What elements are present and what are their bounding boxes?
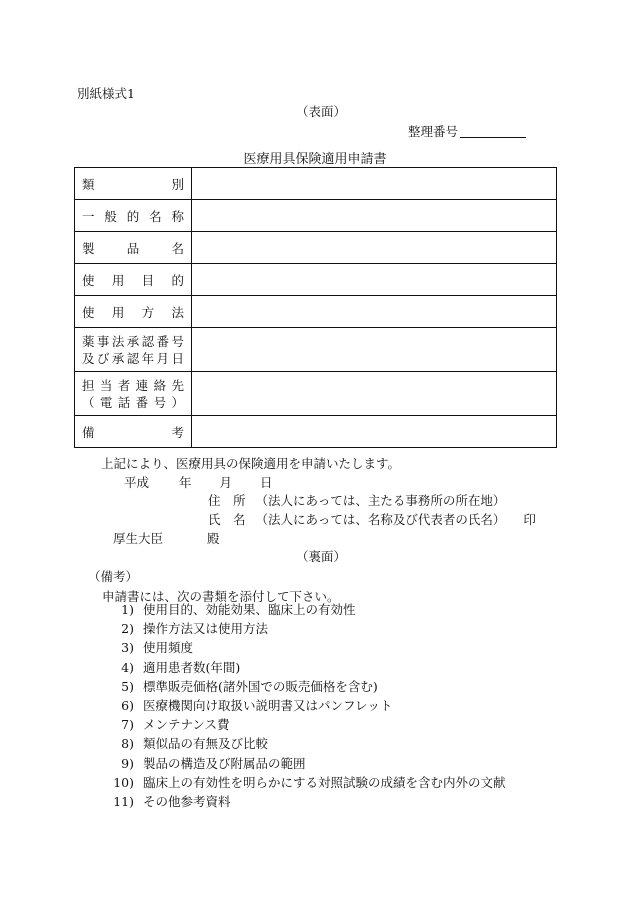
row-label-cell <box>75 264 192 296</box>
row-label-cell <box>75 200 192 232</box>
list-item-text: 使用頻度 <box>143 640 194 656</box>
table-row <box>75 200 557 232</box>
row-label: 一 般 的 名 称 <box>82 208 184 224</box>
applicant-line <box>208 510 536 528</box>
applicant-note: （法人にあっては、名称及び代表者の氏名） <box>255 512 506 527</box>
address-label: 住 所 <box>208 493 246 508</box>
application-statement: 上記により、医療用具の保険適用を申請いたします。 <box>101 456 401 471</box>
list-item <box>100 638 506 657</box>
date-day: 日 <box>260 475 273 490</box>
list-item <box>100 734 506 753</box>
application-table <box>74 167 557 448</box>
attachment-list <box>100 600 506 811</box>
list-item-number: 10) <box>113 774 134 790</box>
list-item-text: メンテナンス費 <box>143 717 230 733</box>
row-value-cell[interactable] <box>192 264 557 296</box>
row-label: 備 考 <box>82 424 184 440</box>
date-era: 平成 <box>124 475 150 490</box>
row-value-cell[interactable] <box>192 232 557 264</box>
list-item-text: その他参考資料 <box>143 793 231 809</box>
list-item-number: 5) <box>121 678 134 694</box>
remarks-heading: （備考） <box>88 569 139 584</box>
row-label: 製 品 名 <box>82 240 184 256</box>
row-value-cell[interactable] <box>192 328 557 372</box>
list-item <box>100 773 506 792</box>
date-line <box>124 473 301 491</box>
list-item-number: 7) <box>121 717 134 733</box>
form-id: 別紙様式1 <box>77 86 135 101</box>
date-year: 年 <box>179 475 192 490</box>
row-label: 及 び 承 認 年 月 日 <box>82 350 184 366</box>
remarks-intro: 申請書には、次の書類を添付して下さい。 <box>102 589 340 604</box>
row-label-cell <box>75 328 192 372</box>
list-item <box>100 696 506 715</box>
minister-title: 厚生大臣 <box>113 531 164 546</box>
list-item-number: 9) <box>121 755 134 771</box>
list-item <box>100 677 506 696</box>
list-item-number: 4) <box>121 659 134 675</box>
list-item-number: 1) <box>121 602 134 617</box>
table-row <box>75 232 557 264</box>
row-label: （ 電 話 番 号 ） <box>82 394 184 410</box>
row-value-cell[interactable] <box>192 200 557 232</box>
list-item-text: 使用目的、効能効果、臨床上の有効性 <box>143 602 356 617</box>
row-value-cell[interactable] <box>192 416 557 448</box>
list-item <box>100 658 506 677</box>
list-item <box>100 619 506 638</box>
list-item <box>100 715 506 734</box>
honorific: 殿 <box>207 531 220 546</box>
reference-number-field[interactable] <box>460 137 526 138</box>
row-label-cell <box>75 372 192 416</box>
back-side-label: （裏面） <box>296 549 347 564</box>
row-label: 薬 事 法 承 認 番 号 <box>82 333 184 349</box>
table-row <box>75 168 557 200</box>
table-row <box>75 264 557 296</box>
row-label: 使 用 方 法 <box>82 304 184 320</box>
applicant-label: 氏 名 <box>208 512 246 527</box>
row-value-cell[interactable] <box>192 372 557 416</box>
list-item-text: 適用患者数(年間) <box>143 659 241 675</box>
list-item <box>100 754 506 773</box>
form-title: 医療用具保険適用申請書 <box>243 152 387 167</box>
list-item-number: 3) <box>121 640 134 656</box>
row-value-cell[interactable] <box>192 296 557 328</box>
list-item-text: 類似品の有無及び比較 <box>143 736 269 752</box>
list-item-text: 臨床上の有効性を明らかにする対照試験の成績を含む内外の文献 <box>143 774 506 790</box>
row-label-cell <box>75 296 192 328</box>
row-label: 担 当 者 連 絡 先 <box>82 377 184 393</box>
date-month: 月 <box>219 475 233 490</box>
reference-number-label: 整理番号 <box>408 124 459 139</box>
list-item-number: 6) <box>121 697 134 713</box>
list-item-number: 11) <box>113 793 134 809</box>
row-value-cell[interactable] <box>192 168 557 200</box>
address-note: （法人にあっては、主たる事務所の所在地） <box>255 493 506 508</box>
list-item-number: 2) <box>121 621 134 637</box>
address-line <box>208 491 505 509</box>
list-item <box>100 600 506 619</box>
table-row <box>75 296 557 328</box>
list-item-text: 操作方法又は使用方法 <box>143 621 269 637</box>
list-item-number: 8) <box>121 736 134 752</box>
row-label-cell <box>75 416 192 448</box>
row-label-cell <box>75 168 192 200</box>
list-item-text: 標準販売価格(諸外国での販売価格を含む) <box>143 678 378 694</box>
list-item-text: 医療機関向け取扱い説明書又はパンフレット <box>143 697 393 713</box>
table-row <box>75 372 557 416</box>
row-label-cell <box>75 232 192 264</box>
list-item-text: 製品の構造及び附属品の範囲 <box>143 755 306 771</box>
row-label: 類 別 <box>82 176 184 192</box>
list-item <box>100 792 506 811</box>
table-row <box>75 416 557 448</box>
front-side-label: （表面） <box>296 104 347 119</box>
addressee-line <box>113 529 220 547</box>
row-label: 使 用 目 的 <box>82 272 184 288</box>
seal-mark: 印 <box>523 512 536 527</box>
table-row <box>75 328 557 372</box>
